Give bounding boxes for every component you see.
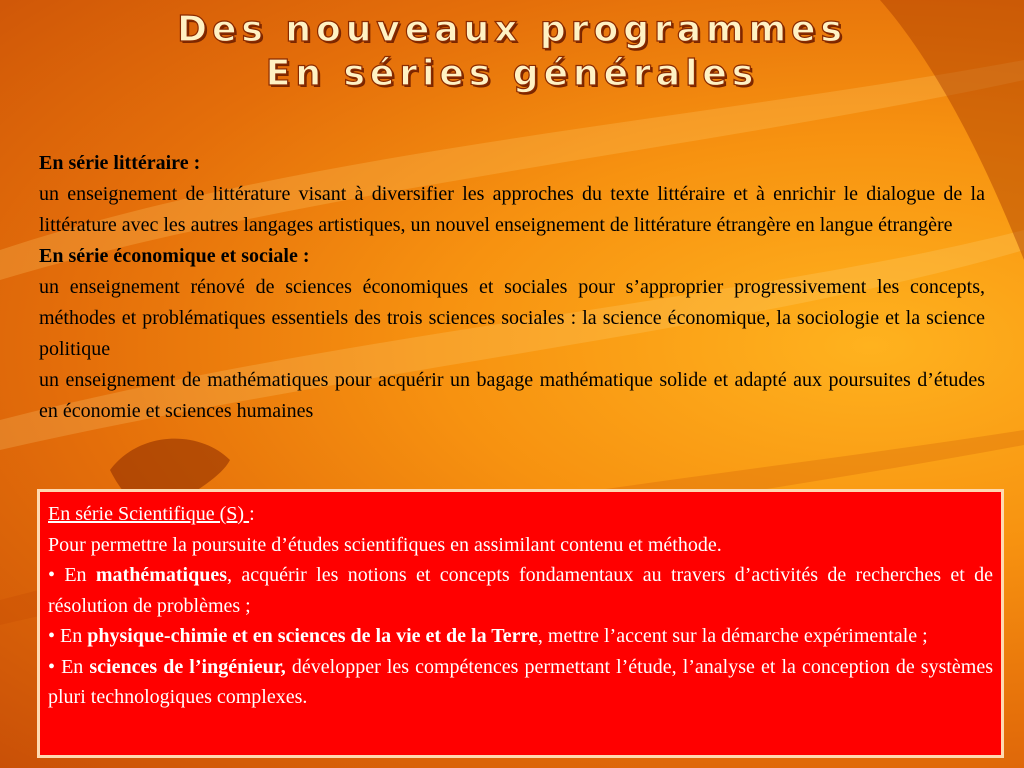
- slide-title: [0, 8, 1024, 96]
- economique-heading: En série économique et sociale :: [39, 245, 310, 267]
- scientifique-heading-colon: :: [249, 503, 255, 525]
- bullet-prefix: • En: [48, 625, 88, 647]
- bullet-sciences-ingenieur: [48, 652, 993, 713]
- bullet-prefix: • En: [48, 655, 90, 678]
- bullet-bold: mathématiques: [95, 564, 227, 586]
- title-line-1: Des nouveaux programmes: [177, 9, 847, 50]
- scientifique-heading: En série Scientifique (S): [48, 503, 250, 525]
- economique-text-2: un enseignement de mathématiques pour acquérir un bagage mathématique solide et adapté aux poursuites d’études en économie et sciences humaines: [39, 369, 985, 422]
- scientifique-heading-line: [48, 499, 993, 530]
- bullet-bold: sciences de l’ingénieur,: [89, 655, 286, 678]
- bullet-mathematiques: [48, 560, 993, 621]
- bullet-rest: , acquérir les notions et concepts fondamentaux au travers d’activités de recherches et de résolution de problèmes ;: [48, 564, 994, 617]
- economique-text-1: un enseignement rénové de sciences économiques et sociales pour s’approprier progressivement les concepts, méthodes et problématiques essentiels des trois sciences sociales : la science économique, la sociologie et la science politique: [39, 276, 985, 360]
- general-series-text: [39, 148, 985, 427]
- bullet-rest: développer les compétences permettant l’étude, l’analyse et la conception de systèmes pluri technologiques complexes.: [48, 655, 994, 708]
- scientifique-box: [37, 489, 1004, 758]
- litteraire-heading: En série littéraire :: [39, 152, 201, 174]
- bullet-physique-chimie: [48, 621, 993, 652]
- title-line-2: En séries générales: [265, 53, 759, 94]
- bullet-bold: physique-chimie et en sciences de la vie et de la Terre: [87, 625, 538, 647]
- bullet-rest: , mettre l’accent sur la démarche expérimentale ;: [537, 625, 928, 647]
- scientifique-intro: Pour permettre la poursuite d’études scientifiques en assimilant contenu et méthode.: [48, 533, 722, 556]
- bullet-prefix: • En: [48, 564, 96, 586]
- litteraire-text: un enseignement de littérature visant à diversifier les approches du texte littéraire et à enrichir le dialogue de la littérature avec les autres langages artistiques, un nouvel enseignement de littérature étrangère en langue étrangère: [39, 183, 985, 236]
